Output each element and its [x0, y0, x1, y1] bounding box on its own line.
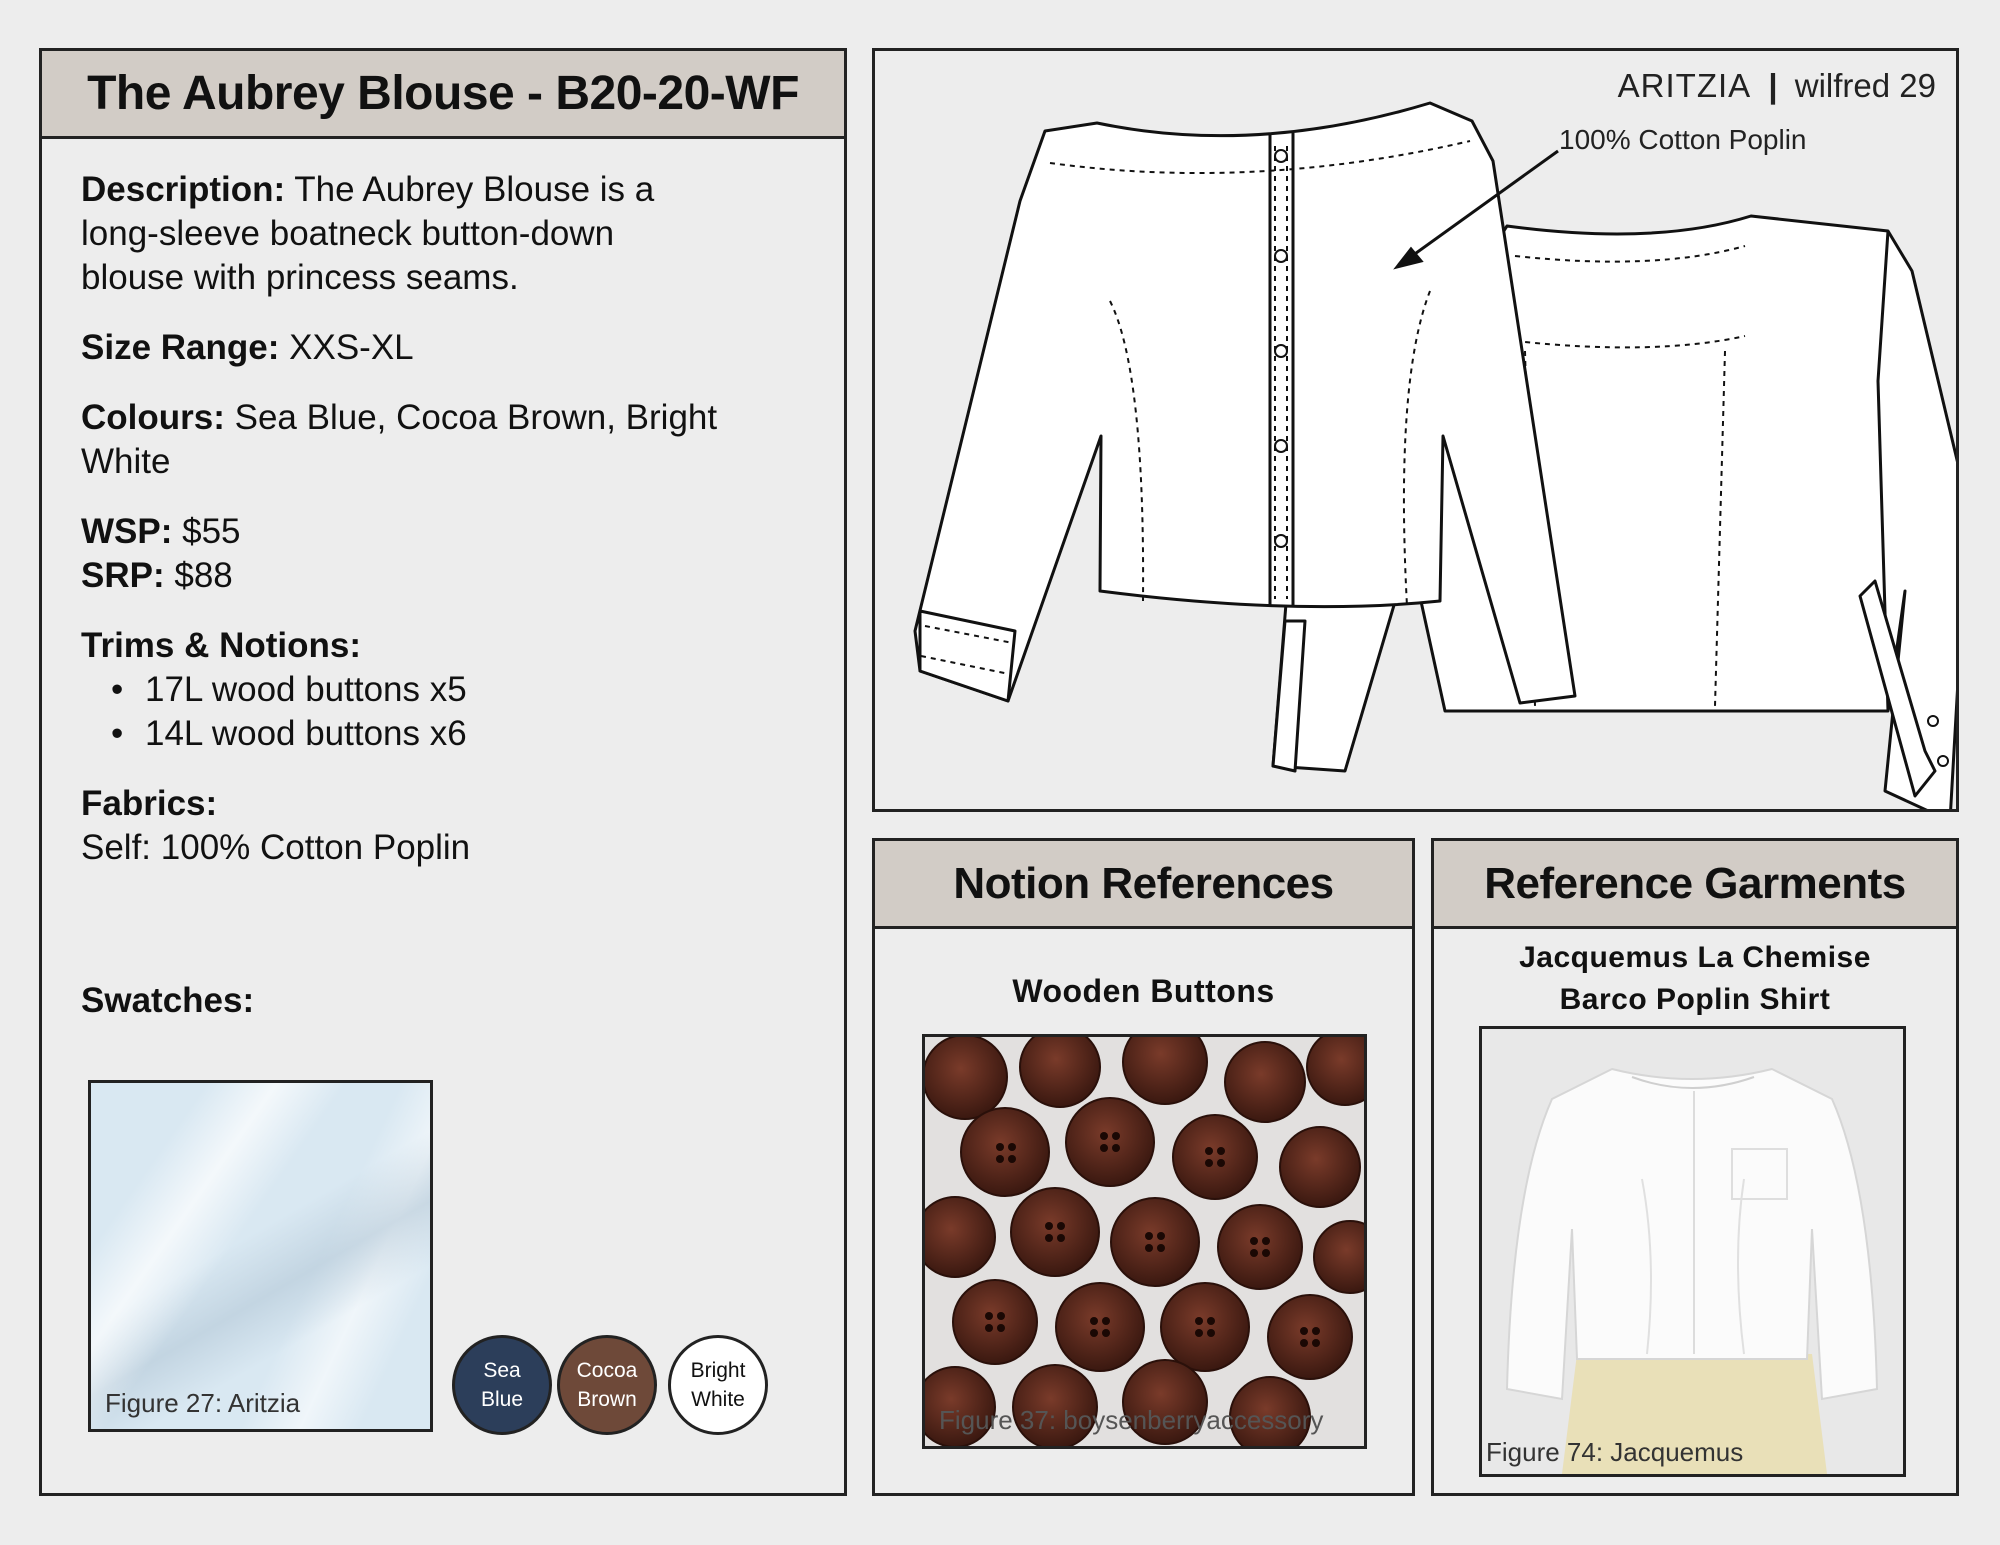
reference-item-line1: Jacquemus La Chemise — [1519, 941, 1871, 974]
reference-garment-illustration — [1482, 1029, 1903, 1474]
colours-label: Colours: — [81, 398, 225, 437]
sketch-panel — [872, 48, 1959, 812]
colours — [81, 396, 721, 484]
sub-brand-name: wilfred 29 — [1794, 67, 1936, 104]
spec-details — [81, 168, 721, 870]
trims-label: Trims & Notions: — [81, 626, 362, 665]
reference-item-title — [1434, 937, 1956, 1021]
description-label: Description: — [81, 170, 286, 209]
reference-garment-caption: Figure 74: Jacquemus — [1486, 1437, 1744, 1467]
wooden-buttons-image — [922, 1034, 1367, 1449]
srp-label: SRP: — [81, 556, 165, 595]
swatch-label: Sea Blue — [480, 1359, 524, 1411]
wooden-buttons-caption: Figure 37: boysenberryaccessory — [939, 1405, 1324, 1435]
size-range — [81, 326, 721, 370]
fabric-swatch-caption: Figure 27: Aritzia — [105, 1388, 301, 1418]
wsp-label: WSP: — [81, 512, 173, 551]
fabrics-label: Fabrics: — [81, 784, 218, 823]
trims-list — [81, 668, 721, 756]
trim-item: • 14L wood buttons x6 — [111, 712, 721, 756]
swatch-label: Bright White — [690, 1359, 746, 1411]
description-text: The Aubrey Blouse is a long-sleeve boatneck button-down blouse with princess seams. — [81, 170, 655, 297]
spec-header — [42, 51, 844, 139]
notion-item-title: Wooden Buttons — [1012, 973, 1275, 1009]
swatches-label: Swatches: — [81, 981, 255, 1020]
wsp-value: $55 — [182, 512, 241, 551]
page-title: The Aubrey Blouse - B20-20-WF — [87, 67, 799, 120]
wsp — [81, 510, 721, 554]
notion-header — [875, 841, 1412, 929]
brand-name: ARITZIA — [1617, 67, 1752, 104]
swatch-label: Cocoa Brown — [576, 1359, 638, 1411]
fabric-callout: 100% Cotton Poplin — [1559, 124, 1807, 155]
brand-divider: | — [1768, 67, 1778, 104]
fabric-swatch-image — [88, 1080, 433, 1432]
notion-title: Notion References — [953, 858, 1334, 908]
size-range-value: XXS-XL — [289, 328, 414, 367]
swatch-cocoa-brown — [557, 1335, 657, 1435]
reference-header — [1434, 841, 1956, 929]
colours-value: Sea Blue, Cocoa Brown, Bright White — [81, 398, 718, 481]
srp-value: $88 — [174, 556, 233, 595]
wooden-buttons-illustration — [925, 1037, 1364, 1446]
reference-title: Reference Garments — [1484, 858, 1906, 908]
trim-item: • 17L wood buttons x5 — [111, 668, 721, 712]
swatch-sea-blue — [452, 1335, 552, 1435]
reference-garment-image — [1479, 1026, 1906, 1477]
fabrics-value: Self: 100% Cotton Poplin — [81, 828, 471, 867]
size-range-label: Size Range: — [81, 328, 280, 367]
srp — [81, 554, 721, 598]
blouse-flat-sketch — [875, 51, 1956, 809]
reference-item-line2: Barco Poplin Shirt — [1559, 983, 1831, 1016]
swatch-bright-white — [668, 1335, 768, 1435]
description — [81, 168, 721, 300]
